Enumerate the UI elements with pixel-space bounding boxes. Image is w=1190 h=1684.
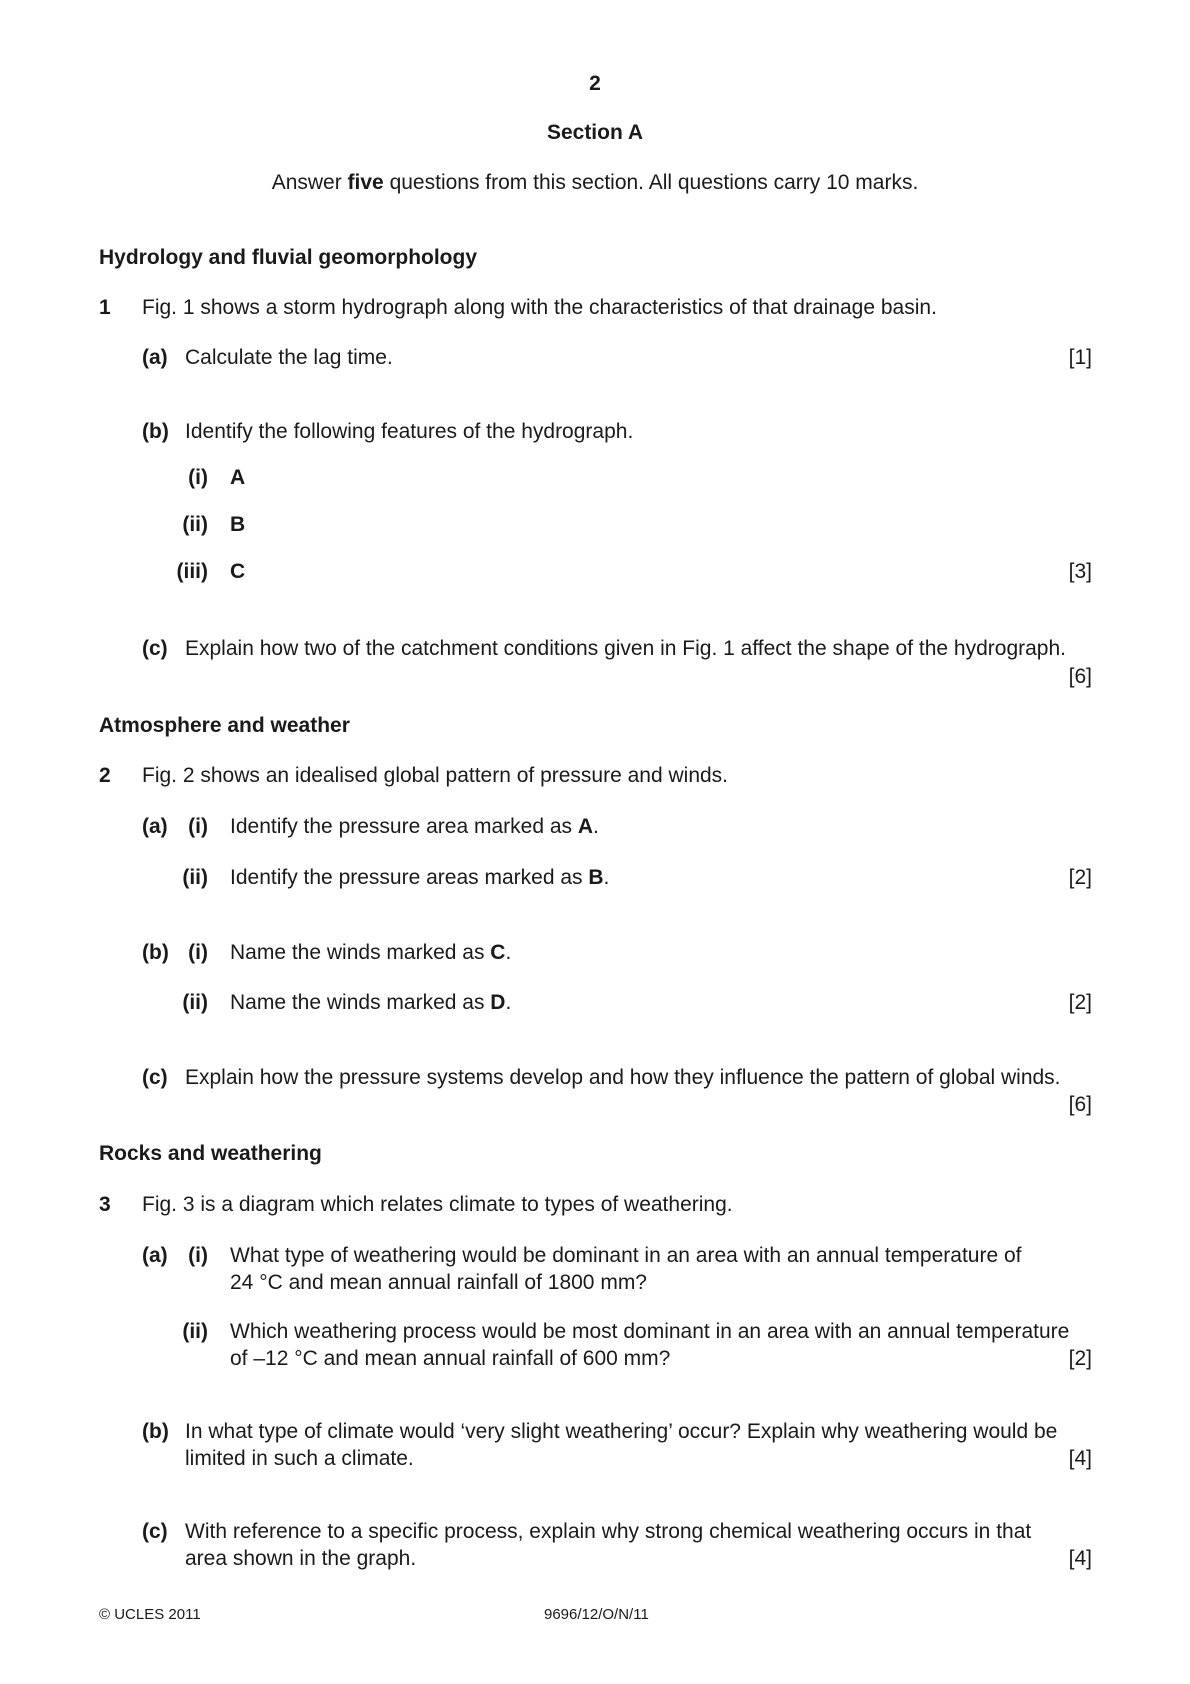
page-number: 2: [589, 72, 601, 95]
q3aii-line1: Which weathering process would be most dominant in an area with an annual temperature: [230, 1320, 1070, 1343]
q1bi-label: (i): [188, 466, 208, 489]
q1c-text: Explain how two of the catchment conditions given in Fig. 1 affect the shape of the hydrograph.: [185, 637, 1066, 660]
q3a-marks: [2]: [1068, 1347, 1092, 1370]
q2aii-text: [230, 864, 609, 891]
q2aii-bold: B: [588, 866, 604, 889]
q3b-line1: In what type of climate would ‘very slight weathering’ occur? Explain why weathering would be: [185, 1420, 1058, 1443]
q2bii-text: [230, 989, 511, 1016]
q3aii-text: [230, 1318, 1092, 1372]
q3b-marks: [4]: [1068, 1447, 1092, 1470]
q3b-line2: limited in such a climate.: [185, 1447, 414, 1470]
q3a-label: (a): [142, 1244, 168, 1267]
q2ai-text: [230, 813, 599, 840]
q3aii-label: (ii): [182, 1320, 208, 1343]
q2bii-pre: Name the winds marked as: [230, 991, 491, 1014]
q1-number: 1: [99, 296, 111, 319]
q2aii-label: (ii): [182, 866, 208, 889]
footer-paper-code: 9696/12/O/N/11: [544, 1606, 649, 1623]
q3-number: 3: [99, 1193, 111, 1216]
section-title: Section A: [546, 121, 644, 144]
instructions-pre: Answer: [271, 171, 348, 194]
q3c-line1: With reference to a specific process, explain why strong chemical weathering occurs in that: [185, 1520, 1032, 1543]
q3c-line2: area shown in the graph.: [185, 1547, 417, 1570]
q3ai-line1: What type of weathering would be dominant in an area with an annual temperature of: [230, 1244, 1022, 1267]
q2bii-bold: D: [490, 991, 506, 1014]
q2-number: 2: [99, 764, 111, 787]
q1c-marks: [6]: [1068, 665, 1092, 688]
q2aii-post: .: [603, 866, 610, 889]
q2-text: Fig. 2 shows an idealised global pattern of pressure and winds.: [142, 764, 729, 787]
q2bi-post: .: [505, 941, 512, 964]
q3b-label: (b): [142, 1420, 169, 1443]
topic-heading-rocks: Rocks and weathering: [99, 1142, 322, 1165]
q1biii-text: C: [230, 560, 246, 583]
instructions-bold: five: [347, 171, 384, 194]
q3c-marks: [4]: [1068, 1547, 1092, 1570]
topic-heading-atmosphere: Atmosphere and weather: [99, 714, 350, 737]
q2c-text: Explain how the pressure systems develop and how they influence the pattern of global winds.: [185, 1066, 1061, 1089]
q1a-label: (a): [142, 346, 168, 369]
q2a-marks: [2]: [1068, 866, 1092, 889]
q1b-label: (b): [142, 420, 169, 443]
q2bi-label: (i): [188, 941, 208, 964]
q1a-marks: [1]: [1068, 346, 1092, 369]
footer-copyright: © UCLES 2011: [99, 1606, 201, 1623]
q1b-marks: [3]: [1068, 560, 1092, 583]
q3c-label: (c): [142, 1520, 168, 1543]
q3-text: Fig. 3 is a diagram which relates climate to types of weathering.: [142, 1193, 733, 1216]
q1biii-label: (iii): [176, 560, 208, 583]
q3ai-line2: 24 °C and mean annual rainfall of 1800 mm?: [230, 1271, 647, 1294]
q2ai-label: (i): [188, 815, 208, 838]
q1c-label: (c): [142, 637, 168, 660]
instructions: [0, 169, 1190, 196]
q2b-label: (b): [142, 941, 169, 964]
topic-heading-hydrology: Hydrology and fluvial geomorphology: [99, 246, 478, 269]
q2ai-bold: A: [577, 815, 594, 838]
q2c-marks: [6]: [1068, 1093, 1092, 1116]
q2bii-label: (ii): [182, 991, 208, 1014]
q1a-text: Calculate the lag time.: [185, 346, 393, 369]
q2ai-post: .: [593, 815, 599, 838]
q3ai-text: [230, 1242, 1092, 1296]
q2c-label: (c): [142, 1066, 168, 1089]
q2b-marks: [2]: [1068, 991, 1092, 1014]
q1bii-label: (ii): [182, 513, 208, 536]
q1bi-text: A: [230, 466, 246, 489]
q3ai-label: (i): [188, 1244, 208, 1267]
q2bii-post: .: [505, 991, 512, 1014]
instructions-post: questions from this section. All questions carry 10 marks.: [383, 171, 919, 194]
q2aii-pre: Identify the pressure areas marked as: [230, 866, 589, 889]
q2bi-bold: C: [490, 941, 506, 964]
q1b-text: Identify the following features of the hydrograph.: [185, 420, 634, 443]
q1bii-text: B: [230, 513, 246, 536]
q2ai-pre: Identify the pressure area marked as: [230, 815, 578, 838]
q2bi-text: [230, 939, 511, 966]
q2bi-pre: Name the winds marked as: [230, 941, 491, 964]
q2a-label: (a): [142, 815, 168, 838]
q1-text: Fig. 1 shows a storm hydrograph along with the characteristics of that drainage basin.: [142, 296, 937, 319]
q3b-text: [185, 1418, 1092, 1472]
q3aii-line2: of –12 °C and mean annual rainfall of 600 mm?: [230, 1347, 671, 1370]
q3c-text: [185, 1518, 1092, 1572]
